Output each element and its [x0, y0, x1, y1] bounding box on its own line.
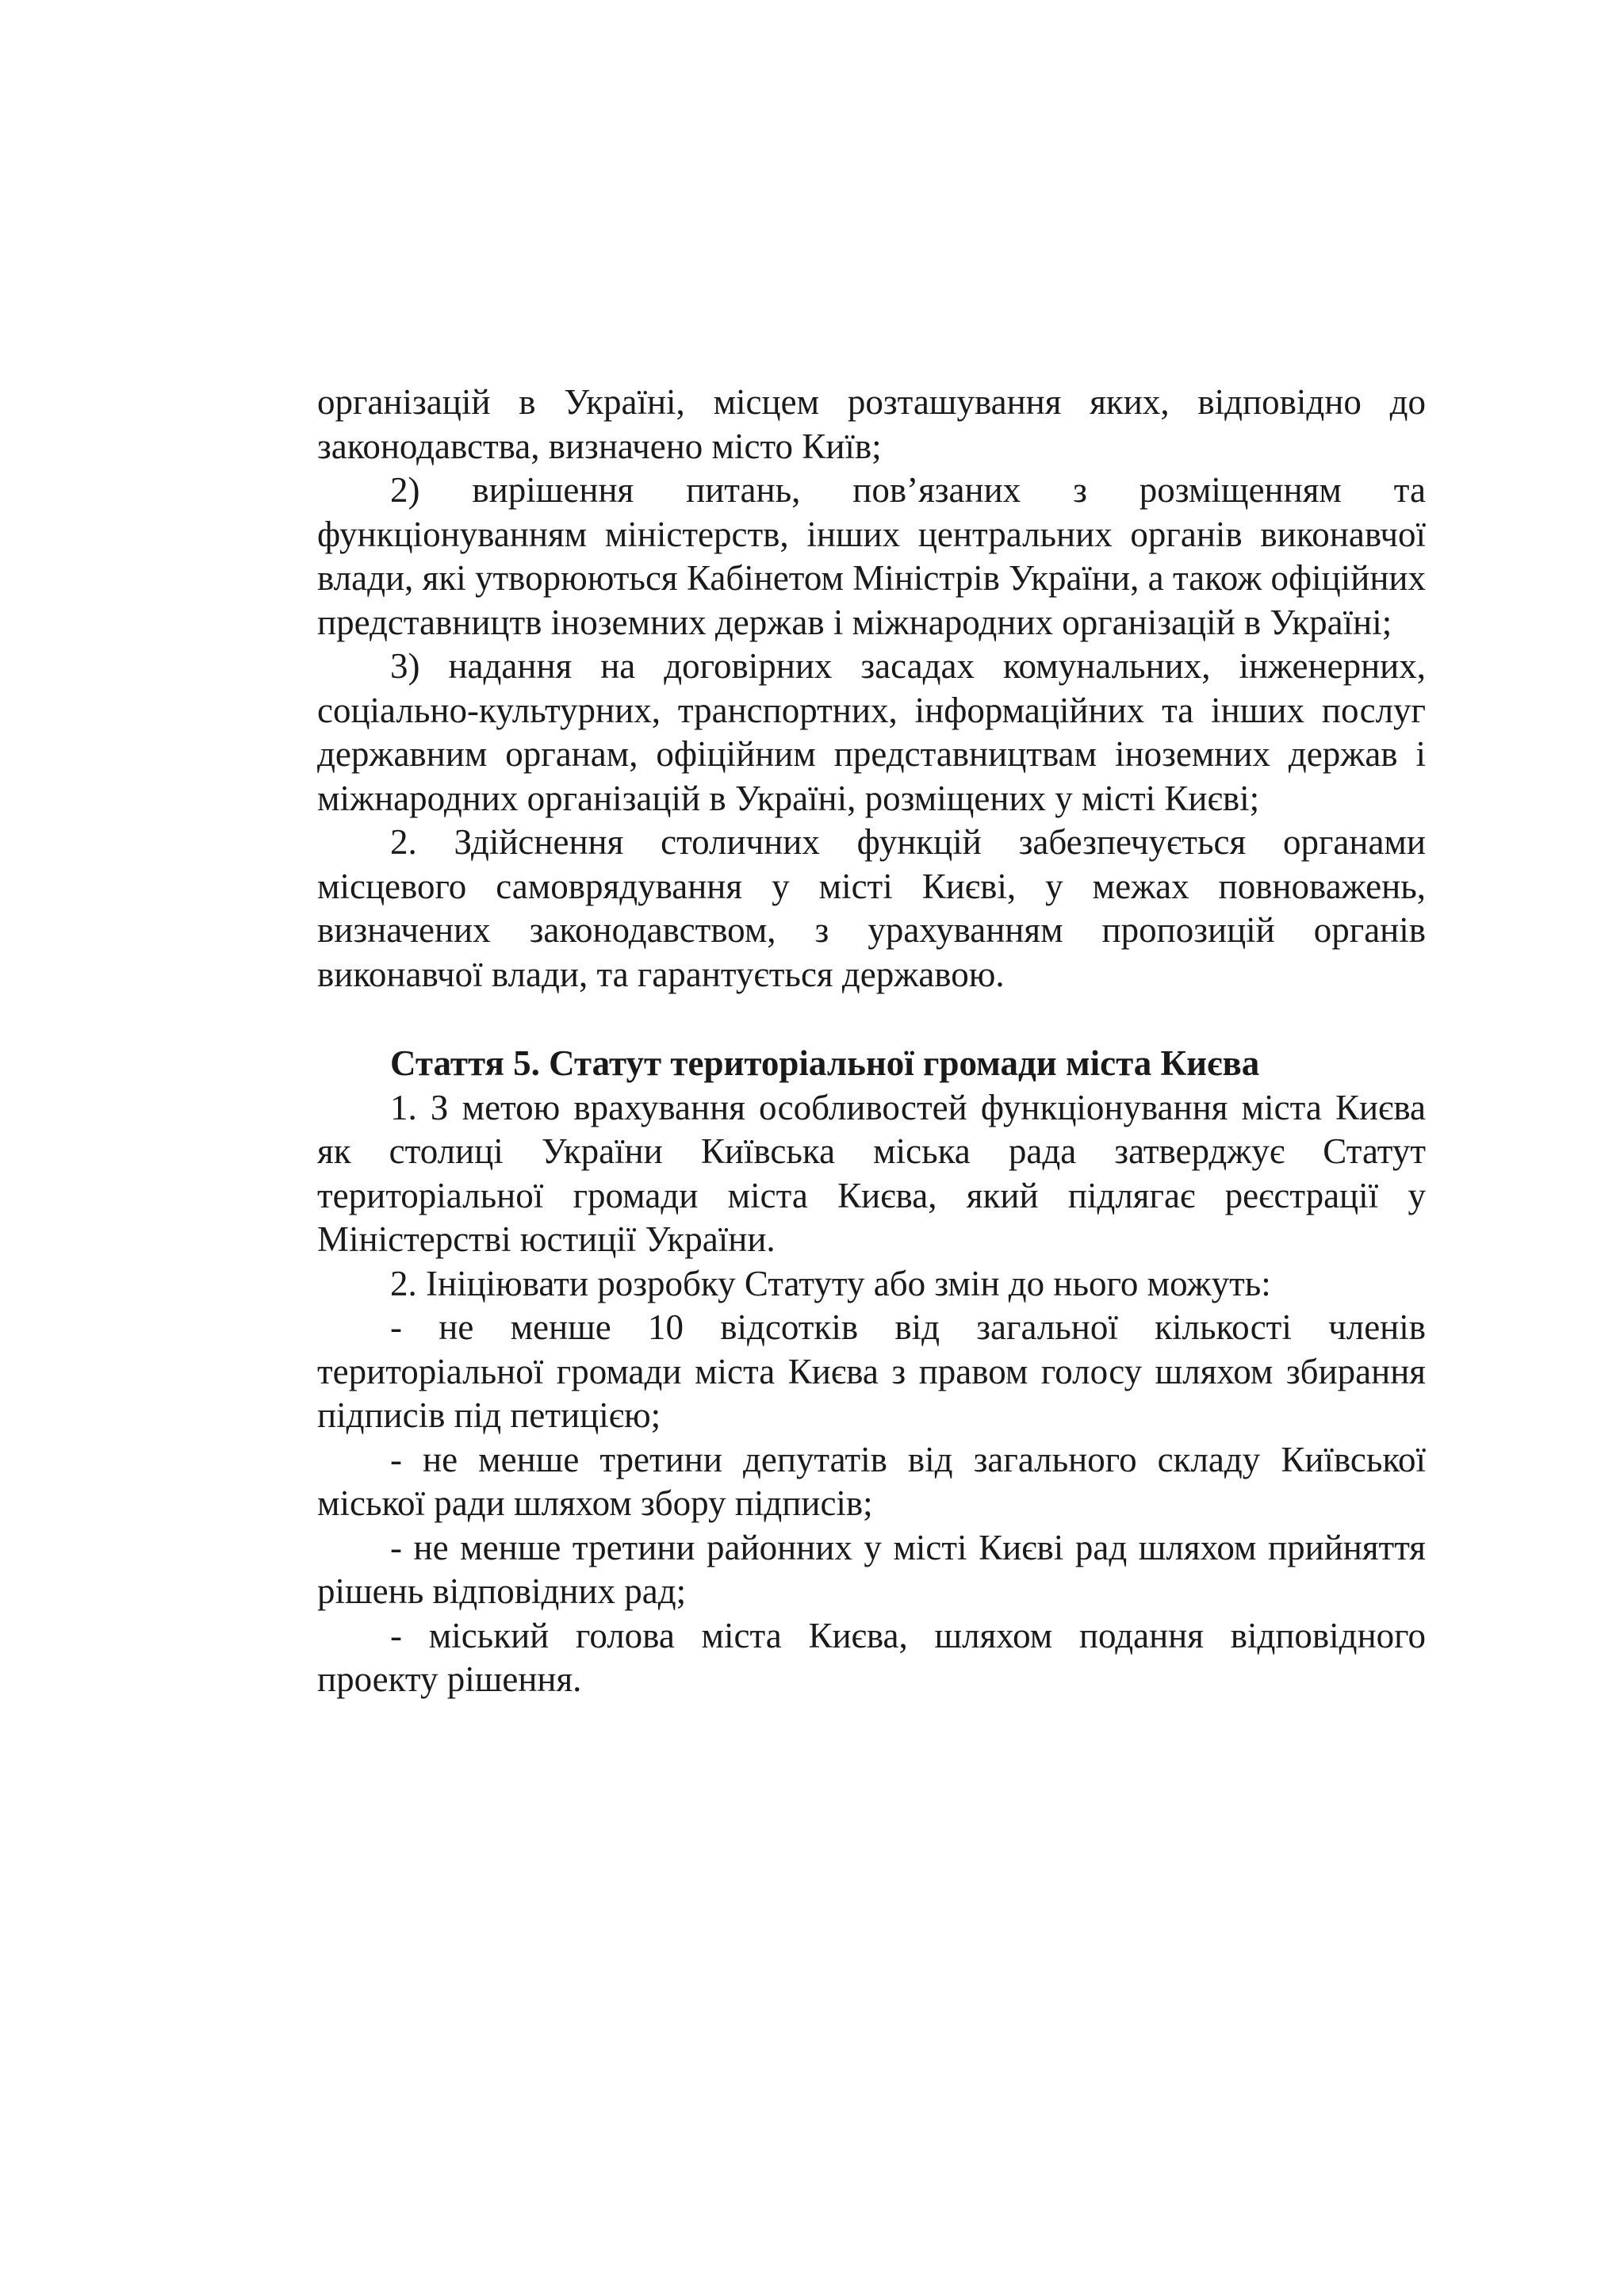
paragraph-initiators-intro: 2. Ініціювати розробку Статуту або змін до нього можуть:: [390, 1263, 1271, 1303]
initiator-item: - не менше третини районних у місті Києві рад шляхом прийняття рішень відповідних рад;: [317, 1527, 1426, 1611]
paragraph-statute-approval: 1. З метою врахування особливостей функціонування міста Києва як столиці України Київська міська рада затверджує Статут територіальної громади міста Києва, який підлягає реєстрації у Міністерстві юстиції України.: [317, 1087, 1426, 1259]
list-item-3: 3) надання на договірних засадах комунальних, інженерних, соціально-культурних, транспортних, інформаційних та інших послуг державним органам, офіційним представництвам іноземних держав і міжнародних організацій в Україні, розміщених у місті Києві;: [317, 646, 1426, 818]
article-heading: Стаття 5. Статут територіальної громади міста Києва: [390, 1043, 1260, 1083]
initiator-item: - не менше 10 відсотків від загальної кількості членів територіальної громади міста Києва з правом голосу шляхом збирання підписів під петицією;: [317, 1307, 1426, 1435]
paragraph-continuation: організацій в Україні, місцем розташування яких, відповідно до законодавства, визначено місто Київ;: [317, 382, 1426, 466]
list-item-2: 2) вирішення питань, пов’язаних з розміщенням та функціонуванням міністерств, інших центральних органів виконавчої влади, які утворюються Кабінетом Міністрів України, а також офіційних представництв іноземних держав і міжнародних організацій в Україні;: [317, 470, 1426, 642]
initiator-item: - не менше третини депутатів від загального складу Київської міської ради шляхом збору підписів;: [317, 1439, 1426, 1523]
initiator-item: - міський голова міста Києва, шляхом подання відповідного проекту рішення.: [317, 1615, 1426, 1699]
paragraph-capital-functions: 2. Здійснення столичних функцій забезпечується органами місцевого самоврядування у місті Києві, у межах повноважень, визначених законодавством, з урахуванням пропозицій органів виконавчої влади, та гарантується державою.: [317, 822, 1426, 994]
document-body: [317, 381, 1426, 1702]
